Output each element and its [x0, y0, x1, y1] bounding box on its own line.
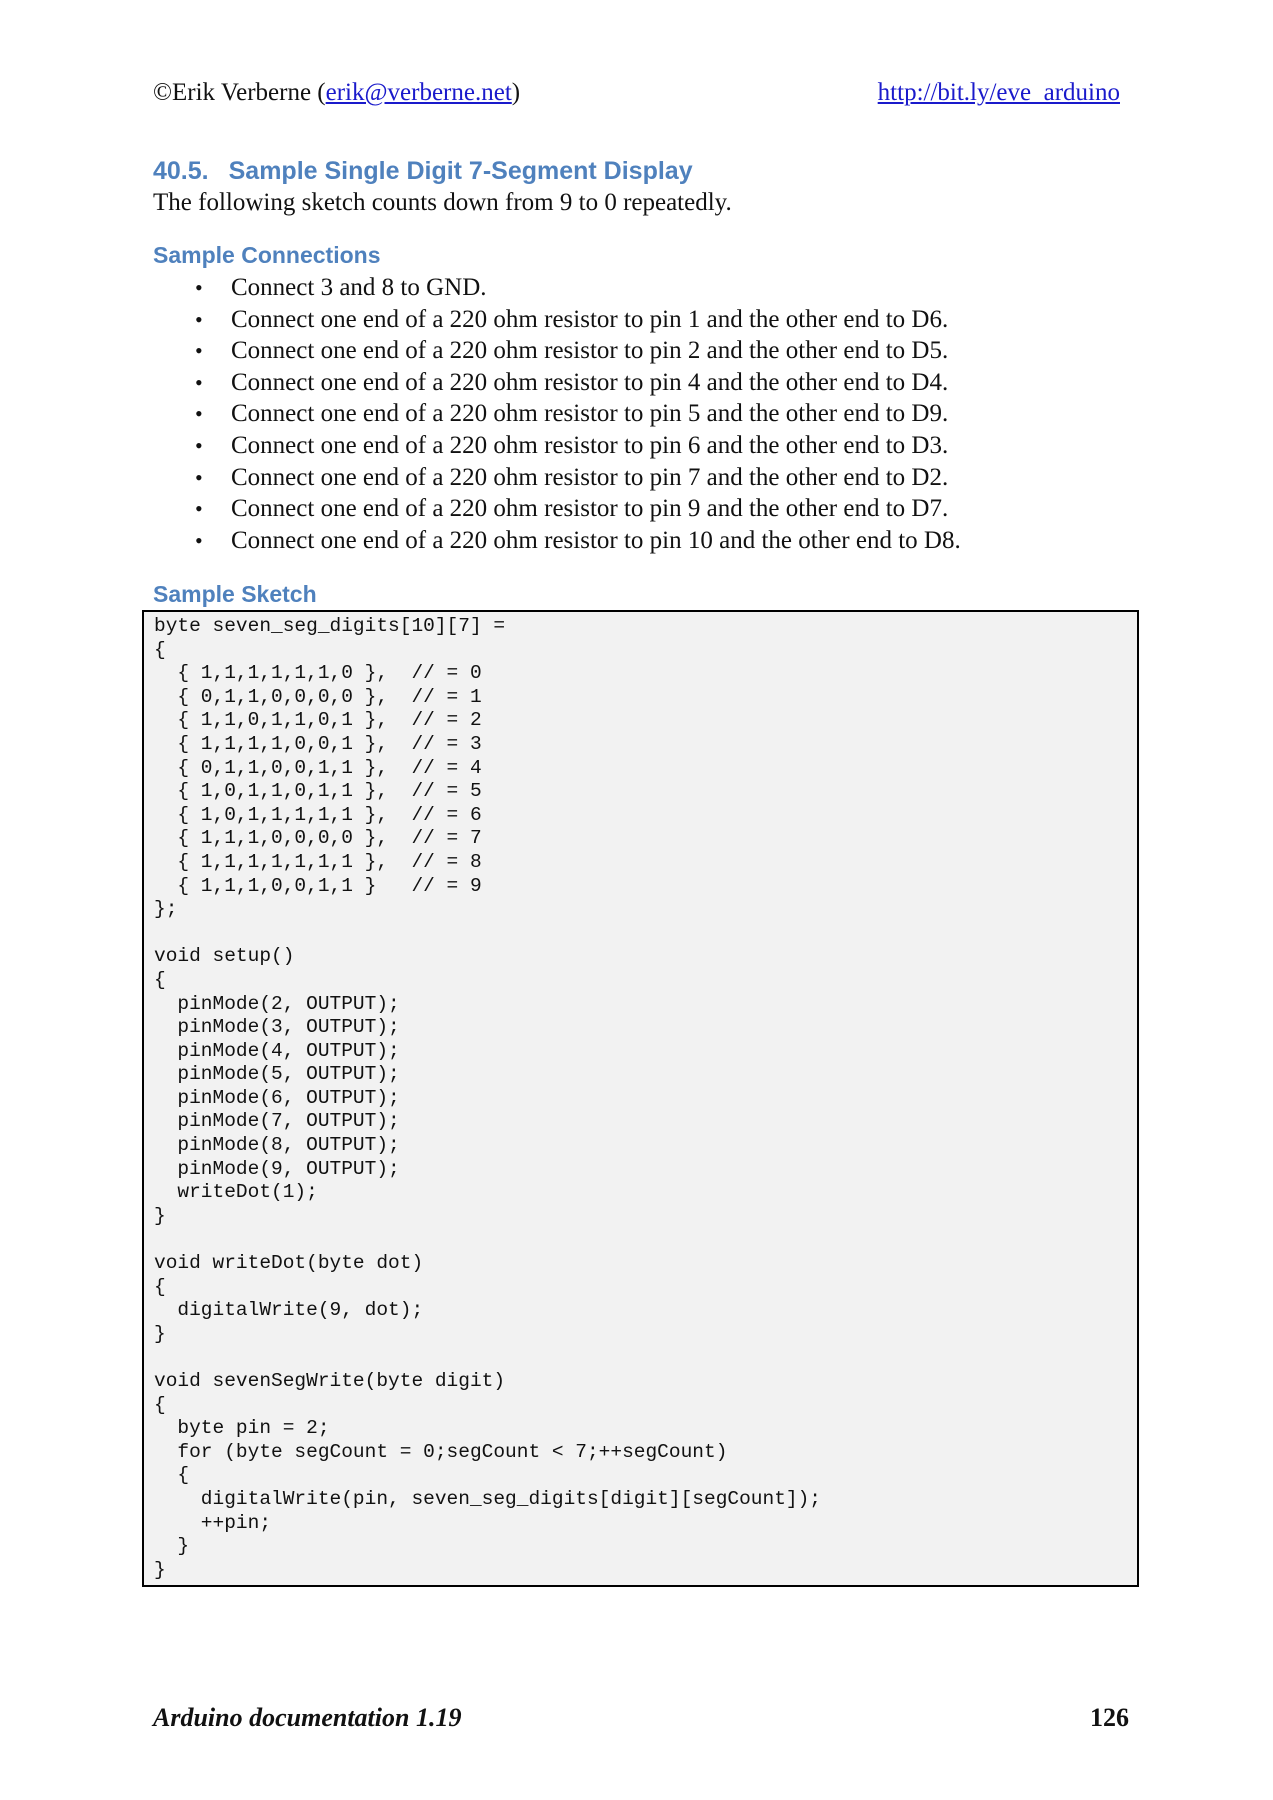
list-item: • Connect one end of a 220 ohm resistor to pin 9 and the other end to D7.	[153, 493, 961, 525]
list-item: • Connect one end of a 220 ohm resistor to pin 6 and the other end to D3.	[153, 430, 961, 462]
bullet-icon: •	[195, 401, 203, 427]
author-suffix: )	[511, 79, 521, 106]
list-item: • Connect one end of a 220 ohm resistor to pin 4 and the other end to D4.	[153, 367, 961, 399]
list-item: • Connect 3 and 8 to GND.	[153, 272, 961, 304]
section-number: 40.5.	[153, 157, 209, 185]
bullet-icon: •	[195, 496, 203, 522]
page-number: 126	[1090, 1703, 1129, 1732]
connections-list	[153, 272, 961, 556]
document-title: Arduino documentation 1.19	[153, 1703, 462, 1732]
section-title: Sample Single Digit 7-Segment Display	[228, 157, 693, 185]
intro-paragraph: The following sketch counts down from 9 to 0 repeatedly.	[153, 189, 732, 216]
list-item: • Connect one end of a 220 ohm resistor to pin 1 and the other end to D6.	[153, 304, 961, 336]
code-listing: byte seven_seg_digits[10][7] = { { 1,1,1,1,1,1,0 }, // = 0 { 0,1,1,0,0,0,0 }, // = 1 { 1,1,0,1,1,0,1 }, // = 2 { 1,1,1,1,0,0,1 }, // = 3 { 0,1,1,0,0,1,1 }, // = 4 { 1,0,1,1,0,1,1 }, // = 5 { 1,0,1,1,1,1,1 }, // = 6 { 1,1,1,0,0,0,0 }, // = 7 { 1,1,1,1,1,1,1 }, // = 8 { 1,1,1,0,0,1,1 } // = 9 }; void setup() { pinMode(2, OUTPUT); pinMode(3, OUTPUT); pinMode(4, OUTPUT); pinMode(5, OUTPUT); pinMode(6, OUTPUT); pinMode(7, OUTPUT); pinMode(8, OUTPUT); pinMode(9, OUTPUT); writeDot(1); } void writeDot(byte dot) { digitalWrite(9, dot); } void sevenSegWrite(byte digit) { byte pin = 2; for (byte segCount = 0;segCount < 7;++segCount) { digitalWrite(pin, seven_seg_digits[digit][segCount]); ++pin; } }	[154, 615, 822, 1581]
list-item: • Connect one end of a 220 ohm resistor to pin 10 and the other end to D8.	[153, 525, 961, 557]
section-heading	[153, 154, 693, 188]
page-header	[153, 76, 1120, 110]
bullet-icon: •	[195, 306, 203, 332]
code-block	[142, 610, 1139, 1587]
site-url-link[interactable]: http://bit.ly/eve_arduino	[877, 79, 1120, 106]
bullet-icon: •	[195, 275, 203, 300]
connections-heading: Sample Connections	[153, 242, 381, 268]
bullet-icon: •	[195, 464, 203, 490]
author-credit	[153, 76, 520, 110]
bullet-icon: •	[195, 369, 203, 395]
bullet-icon: •	[195, 527, 203, 553]
list-item: • Connect one end of a 220 ohm resistor to pin 5 and the other end to D9.	[153, 398, 961, 430]
bullet-icon: •	[195, 432, 203, 458]
author-prefix: ©Erik Verberne (	[153, 79, 326, 106]
bullet-icon: •	[195, 338, 203, 364]
list-item: • Connect one end of a 220 ohm resistor to pin 2 and the other end to D5.	[153, 335, 961, 367]
sketch-heading: Sample Sketch	[153, 581, 317, 607]
list-item: • Connect one end of a 220 ohm resistor to pin 7 and the other end to D2.	[153, 462, 961, 494]
email-link[interactable]: erik@verberne.net	[325, 79, 512, 106]
page-footer	[153, 1700, 1129, 1736]
